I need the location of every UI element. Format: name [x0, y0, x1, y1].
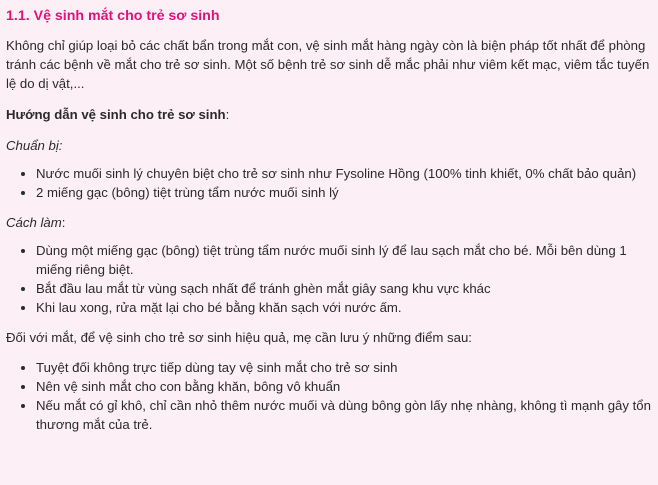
method-label	[6, 213, 652, 232]
list-item: • Khi lau xong, rửa mặt lại cho bé bằng khăn sạch với nước ấm.	[36, 298, 652, 317]
list-item: • Dùng một miếng gạc (bông) tiệt trùng tẩm nước muối sinh lý để lau sạch mắt cho bé. Mỗi bên dùng 1 miếng riêng biệt.	[36, 241, 652, 279]
prep-list	[6, 164, 652, 202]
list-item: • Bắt đầu lau mắt từ vùng sạch nhất để tránh ghèn mắt giây sang khu vực khác	[36, 279, 652, 298]
list-item: • Nếu mắt có gỉ khô, chỉ cần nhỏ thêm nước muối và dùng bông gòn lấy nhẹ nhàng, không tì mạnh gây tổn thương mắt của trẻ.	[36, 396, 652, 434]
list-item: • Tuyệt đối không trực tiếp dùng tay vệ sinh mắt cho trẻ sơ sinh	[36, 358, 652, 377]
prep-label	[6, 136, 652, 155]
guide-heading-colon: :	[225, 107, 230, 122]
method-list	[6, 241, 652, 317]
notes-lead: Đối với mắt, để vệ sinh cho trẻ sơ sinh hiệu quả, mẹ cần lưu ý những điểm sau:	[6, 330, 472, 345]
guide-heading	[6, 105, 652, 124]
prep-label-colon: :	[58, 138, 63, 153]
notes-list	[6, 358, 652, 434]
list-item: • Nước muối sinh lý chuyên biệt cho trẻ sơ sinh như Fysoline Hồng (100% tinh khiết, 0% chất bảo quản)	[36, 164, 652, 183]
intro-paragraph: Không chỉ giúp loại bỏ các chất bẩn trong mắt con, vệ sinh mắt hàng ngày còn là biện pháp tốt nhất để phòng tránh các bệnh về mắt cho trẻ sơ sinh. Một số bệnh trẻ sơ sinh dễ mắc phải như viêm kết mạc, viêm tắc tuyến lệ do dị vật,...	[6, 38, 650, 91]
list-item: • Nên vệ sinh mắt cho con bằng khăn, bông vô khuẩn	[36, 377, 652, 396]
prep-label-text: Chuẩn bị	[6, 138, 59, 153]
list-item: • 2 miếng gạc (bông) tiệt trùng tẩm nước muối sinh lý	[36, 183, 652, 202]
guide-heading-text: Hướng dẫn vệ sinh cho trẻ sơ sinh	[6, 107, 226, 122]
method-label-text: Cách làm	[6, 215, 62, 230]
section-title: 1.1. Vệ sinh mắt cho trẻ sơ sinh	[6, 8, 220, 24]
method-label-colon: :	[61, 215, 66, 230]
